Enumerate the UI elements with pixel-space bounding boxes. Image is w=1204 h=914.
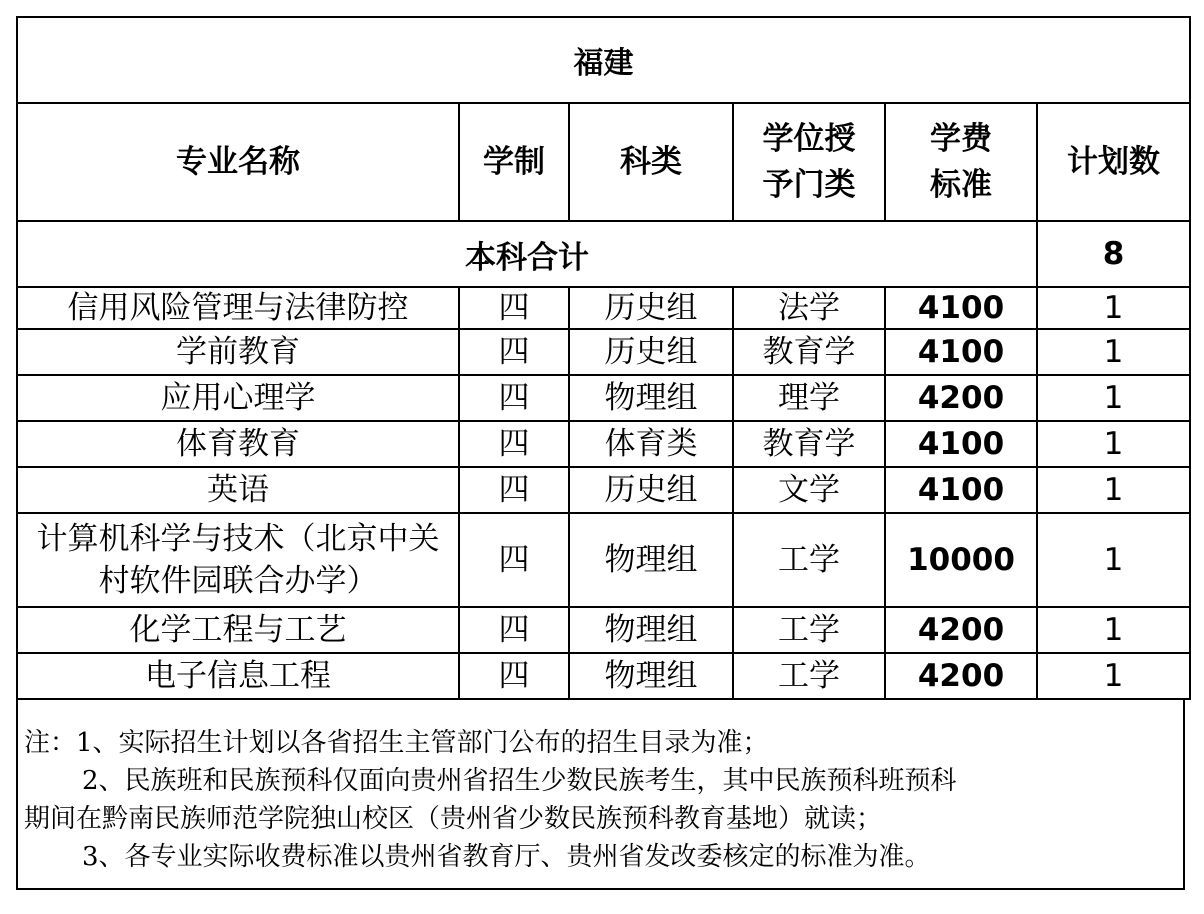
cell-category: 历史组 <box>569 287 733 329</box>
cell-category: 物理组 <box>569 653 733 699</box>
cell-major: 信用风险管理与法律防控 <box>17 287 459 329</box>
cell-fee: 4200 <box>885 607 1037 653</box>
table-row <box>17 421 1190 467</box>
cell-degree: 工学 <box>733 653 885 699</box>
header-quota: 计划数 <box>1037 103 1190 221</box>
table-row <box>17 375 1190 421</box>
header-fee-line2: 标准 <box>930 167 992 203</box>
header-degree <box>733 103 885 221</box>
enrollment-plan-table <box>16 16 1191 700</box>
cell-category: 历史组 <box>569 329 733 375</box>
cell-degree: 工学 <box>733 513 885 607</box>
table-row <box>17 329 1190 375</box>
cell-category: 历史组 <box>569 467 733 513</box>
cell-category: 体育类 <box>569 421 733 467</box>
notes-section <box>16 700 1185 890</box>
cell-fee: 4200 <box>885 653 1037 699</box>
table-row <box>17 287 1190 329</box>
cell-major-line2: 村软件园联合办学） <box>98 563 378 599</box>
cell-duration: 四 <box>459 329 569 375</box>
header-degree-line2: 予门类 <box>762 167 856 203</box>
cell-quota: 1 <box>1037 653 1190 699</box>
cell-category: 物理组 <box>569 513 733 607</box>
cell-major: 体育教育 <box>17 421 459 467</box>
cell-quota: 1 <box>1037 287 1190 329</box>
cell-fee: 4100 <box>885 329 1037 375</box>
header-category: 科类 <box>569 103 733 221</box>
note-line-3: 期间在黔南民族师范学院独山校区（贵州省少数民族预科教育基地）就读； <box>24 804 883 834</box>
table-title: 福建 <box>17 17 1190 103</box>
cell-duration: 四 <box>459 287 569 329</box>
header-major: 专业名称 <box>17 103 459 221</box>
cell-fee: 4100 <box>885 287 1037 329</box>
cell-degree: 文学 <box>733 467 885 513</box>
header-fee <box>885 103 1037 221</box>
note-line-1: 注：1、实际招生计划以各省招生主管部门公布的招生目录为准； <box>24 728 769 758</box>
cell-major: 应用心理学 <box>17 375 459 421</box>
cell-degree: 工学 <box>733 607 885 653</box>
cell-duration: 四 <box>459 375 569 421</box>
cell-category: 物理组 <box>569 375 733 421</box>
cell-quota: 1 <box>1037 329 1190 375</box>
cell-quota: 1 <box>1037 375 1190 421</box>
cell-major-line1: 计算机科学与技术（北京中关 <box>36 521 440 557</box>
cell-fee: 4200 <box>885 375 1037 421</box>
cell-degree: 法学 <box>733 287 885 329</box>
cell-major: 英语 <box>17 467 459 513</box>
cell-duration: 四 <box>459 513 569 607</box>
note-line-2: 2、民族班和民族预科仅面向贵州省招生少数民族考生，其中民族预科班预科 <box>82 766 957 796</box>
cell-duration: 四 <box>459 467 569 513</box>
cell-fee: 4100 <box>885 421 1037 467</box>
cell-duration: 四 <box>459 421 569 467</box>
header-duration: 学制 <box>459 103 569 221</box>
cell-major: 电子信息工程 <box>17 653 459 699</box>
cell-major: 化学工程与工艺 <box>17 607 459 653</box>
table-row <box>17 467 1190 513</box>
table-row <box>17 513 1190 607</box>
cell-degree: 教育学 <box>733 329 885 375</box>
cell-quota: 1 <box>1037 607 1190 653</box>
cell-major: 学前教育 <box>17 329 459 375</box>
cell-quota: 1 <box>1037 513 1190 607</box>
enrollment-plan-sheet <box>16 16 1189 890</box>
cell-fee: 4100 <box>885 467 1037 513</box>
cell-category: 物理组 <box>569 607 733 653</box>
table-row <box>17 607 1190 653</box>
cell-major <box>17 513 459 607</box>
total-value: 8 <box>1037 221 1190 287</box>
cell-quota: 1 <box>1037 467 1190 513</box>
total-label: 本科合计 <box>17 221 1037 287</box>
cell-degree: 教育学 <box>733 421 885 467</box>
header-fee-line1: 学费 <box>930 121 992 157</box>
cell-duration: 四 <box>459 653 569 699</box>
cell-quota: 1 <box>1037 421 1190 467</box>
header-degree-line1: 学位授 <box>762 121 856 157</box>
cell-duration: 四 <box>459 607 569 653</box>
cell-degree: 理学 <box>733 375 885 421</box>
cell-fee: 10000 <box>885 513 1037 607</box>
note-line-4: 3、各专业实际收费标准以贵州省教育厅、贵州省发改委核定的标准为准。 <box>82 842 931 872</box>
table-row <box>17 653 1190 699</box>
